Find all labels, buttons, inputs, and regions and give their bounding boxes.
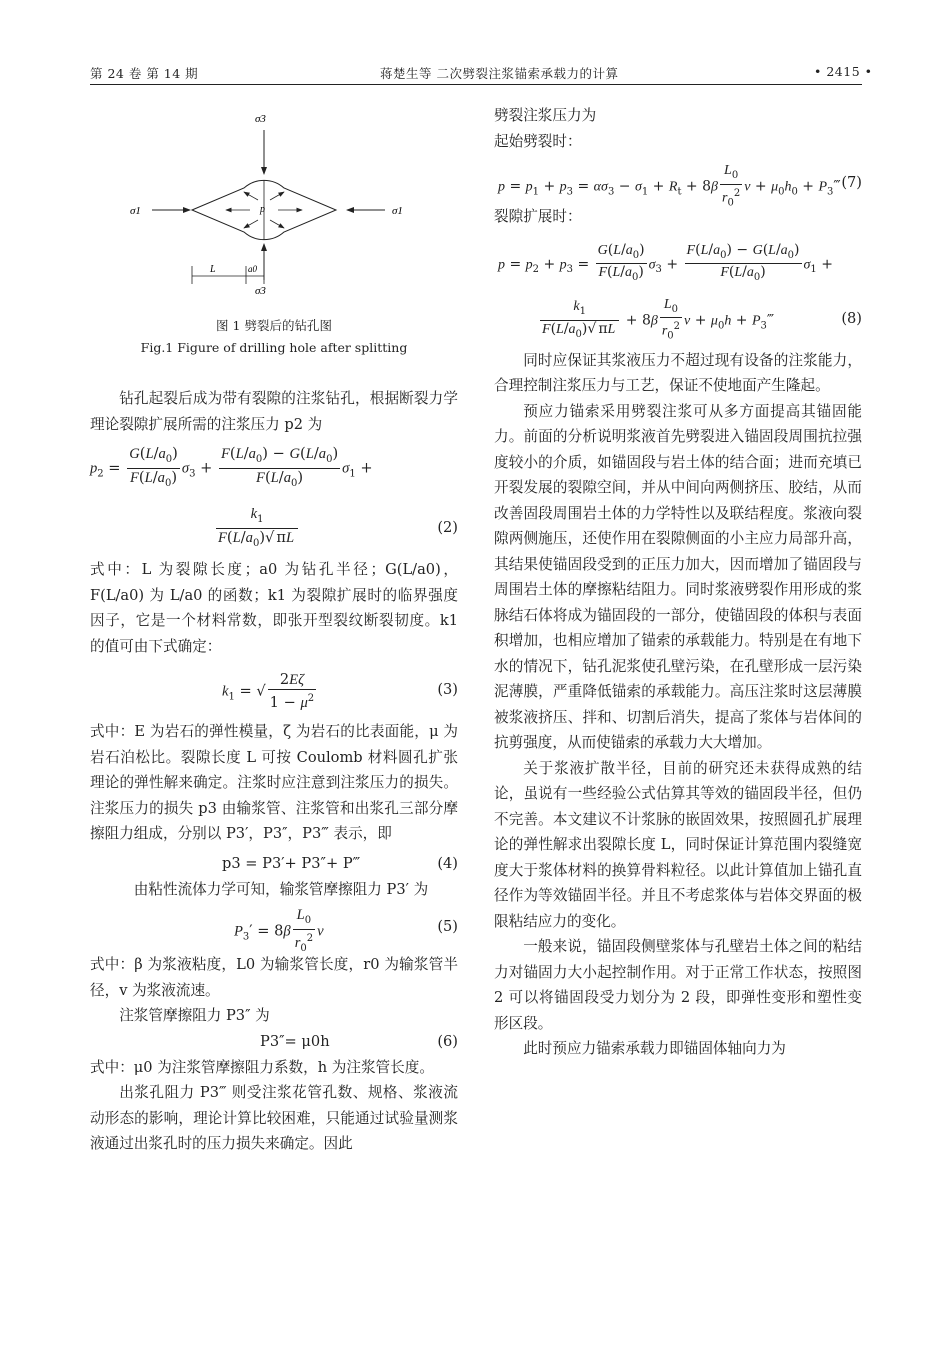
paragraph: 出浆孔阻力 P3‴ 则受注浆花管孔数、规格、浆液流动形态的影响，理论计算比较困难，只能通过试验量测浆液通过出浆孔时的压力损失来确定。因此 [90, 1084, 458, 1152]
equation-8-line-2: $\frac{k_1}{F(L/a_0)√ \pi L}$ + 8β $\frac{L_0}{r_0^2}$ $v + \mu_0h$ + $P_3‴$ (8) [542, 296, 862, 342]
crack-length-label: L [210, 264, 216, 275]
equation-4-number: (4) [437, 854, 458, 872]
equation-6: P3″= μ0h (6) [90, 1029, 458, 1055]
pressure-label: p [260, 204, 265, 215]
journal-volume: 第 24 卷 第 14 期 [90, 66, 199, 81]
equation-7: $p = p_1 + p_3 = \alpha\sigma_3 - \sigma_1 + R_t + 8\beta$ $\frac{L_0}{r_0^2}$ $v + \mu_0h_0$ + $P_3‴$ (7) [498, 163, 862, 209]
paragraph: 式中：β 为浆液粘度，L0 为输浆管长度，r0 为输浆管半径，v 为浆液流速。 [90, 956, 458, 999]
equation-5-number: (5) [437, 918, 458, 935]
equation-5: $P_3' = 8\beta$ $\frac{L_0}{r_0^2}$ v (5) [234, 907, 458, 954]
paragraph: 注浆管摩擦阻力 P3″ 为 [119, 1007, 270, 1024]
equation-2-number: (2) [437, 519, 458, 536]
equation-3: $k_1$ = √ $\frac{2E\zeta}{1 - \mu^2}$ (3) [222, 671, 458, 711]
paragraph: 关于浆液扩散半径，目前的研究还未获得成熟的结论，虽说有一些经验公式估算其等效的锚固段半径，但仍不完善。本文建议不计浆脉的嵌固效果，按照圆孔扩展理论的弹性解求出裂隙长度 L，同时保证计算范围内裂缝宽度大于浆体材料的换算骨料粒径。以此计算值加上锚孔直径作为等效锚固半径。并且不考虑浆体与岩体交界面的极限粘结应力的变化。 [494, 759, 862, 930]
equation-2-line-1: $p_2$ = $\frac{G(L/a_0)}{F(L/a_0)}$ $\sigma_3$ + $\frac{F(L/a_0) - G(L/a_0)}{F(L/a_0)}$ $\sigma_1$ + [90, 445, 373, 489]
paragraph: 式中：μ0 为注浆管摩擦阻力系数，h 为注浆管长度。 [90, 1058, 434, 1076]
left-column [90, 386, 458, 1157]
running-title: 蒋楚生等 二次劈裂注浆锚索承载力的计算 [380, 66, 619, 81]
sigma3-top-label: σ3 [255, 113, 266, 125]
figure-caption-cn: 图 1 劈裂后的钻孔图 [216, 318, 332, 333]
paragraph: 此时预应力锚索承载力即锚固体轴向力为 [523, 1040, 786, 1057]
equation-7-number: (7) [841, 174, 862, 191]
equation-4: p3 = P3′+ P3″+ P‴ (4) [90, 851, 458, 877]
figure-caption-en: Fig.1 Figure of drilling hole after splitting [140, 340, 408, 355]
paragraph: 由粘性流体力学可知，输浆管摩擦阻力 P3′ 为 [133, 880, 429, 898]
right-column [494, 103, 862, 1062]
equation-2-line-2: $\frac{k_1}{F(L/a_0)√ \pi L}$ (2) [218, 506, 458, 549]
sigma3-bottom-label: σ3 [255, 285, 266, 297]
figure-1-drilling-hole [110, 108, 430, 308]
page-number: • 2415 • [814, 64, 873, 79]
paragraph: 一般来说，锚固段侧壁浆体与孔壁岩土体之间的粘结力对锚固力大小起控制作用。对于正常工作状态，按照图 2 可以将锚固段受力划分为 2 段，即弹性变形和塑性变形区段。 [494, 938, 862, 1032]
equation-8-line-1: $p = p_2 + p_3$ = $\frac{G(L/a_0)}{F(L/a_0)}$ $\sigma_3$ + $\frac{F(L/a_0) - G(L/a_0)}{F(L/a_0)}$ $\sigma_1$ + [498, 241, 833, 284]
equation-6-number: (6) [437, 1032, 458, 1050]
radius-label: a0 [248, 264, 257, 274]
paragraph: 同时应保证其浆液压力不超过现有设备的注浆能力，合理控制注浆压力与工艺，保证不使地面产生隆起。 [494, 351, 862, 394]
sigma1-left-label: σ1 [130, 205, 141, 217]
sigma1-right-label: σ1 [392, 205, 403, 217]
equation-8-number: (8) [841, 309, 862, 327]
paragraph: 劈裂注浆压力为 [494, 107, 597, 124]
paragraph: 裂隙扩展时： [494, 208, 582, 225]
header-rule [90, 84, 862, 85]
paragraph: 预应力锚索采用劈裂注浆可从多方面提高其锚固能力。前面的分析说明浆液首先劈裂进入锚固段周围抗拉强度较小的介质，如锚固段与岩土体的结合面；进而充填已开裂发展的裂隙空间，并从中间向两侧挤压、胶结，从而改善固段周围岩土体的力学特性以及联结程度。浆液向裂隙两侧施压，还使作用在裂隙侧面的小主应力局部升高，其结果使锚固段受到的正压力加大，因而增加了锚固段与周围岩土体的摩擦粘结阻力。同时浆液劈裂作用形成的浆脉结石体将成为锚固段的一部分，使锚固段的体积与表面积增加，也相应增加了锚索的承载能力。特别是在有地下水的情况下，钻孔泥浆使孔壁污染，在孔壁形成一层污染泥薄膜，严重降低锚索的承载能力。高压注浆时这层薄膜被浆液挤压、拌和、切割后消失，提高了浆体与岩体间的抗剪强度，从而使锚索的承载力大大增加。 [494, 402, 862, 751]
paragraph: 钻孔起裂后成为带有裂隙的注浆钻孔，根据断裂力学理论裂隙扩展所需的注浆压力 p2 为 [90, 390, 458, 433]
paragraph: 式中：E 为岩石的弹性模量，ζ 为岩石的比表面能，μ 为岩石泊松比。裂隙长度 L 可按 Coulomb 材料圆孔扩张理论的弹性解来确定。注浆时应注意到注浆压力的损失。注浆压力的损失 p3 由输浆管、注浆管和出浆孔三部分摩擦阻力组成，分别以 P3′，P3″，P3‴ 表示，即 [90, 723, 458, 842]
paragraph: 式中：L 为裂隙长度；a0 为钻孔半径；G(L/a0)，F(L/a0) 为 L/a0 的函数；k1 为裂隙扩展时的临界强度因子，它是一个材料常数，即张开型裂纹断裂韧度。k1 的值可由下式确定： [90, 561, 458, 655]
paragraph: 起始劈裂时： [494, 132, 582, 150]
equation-3-number: (3) [437, 681, 458, 698]
